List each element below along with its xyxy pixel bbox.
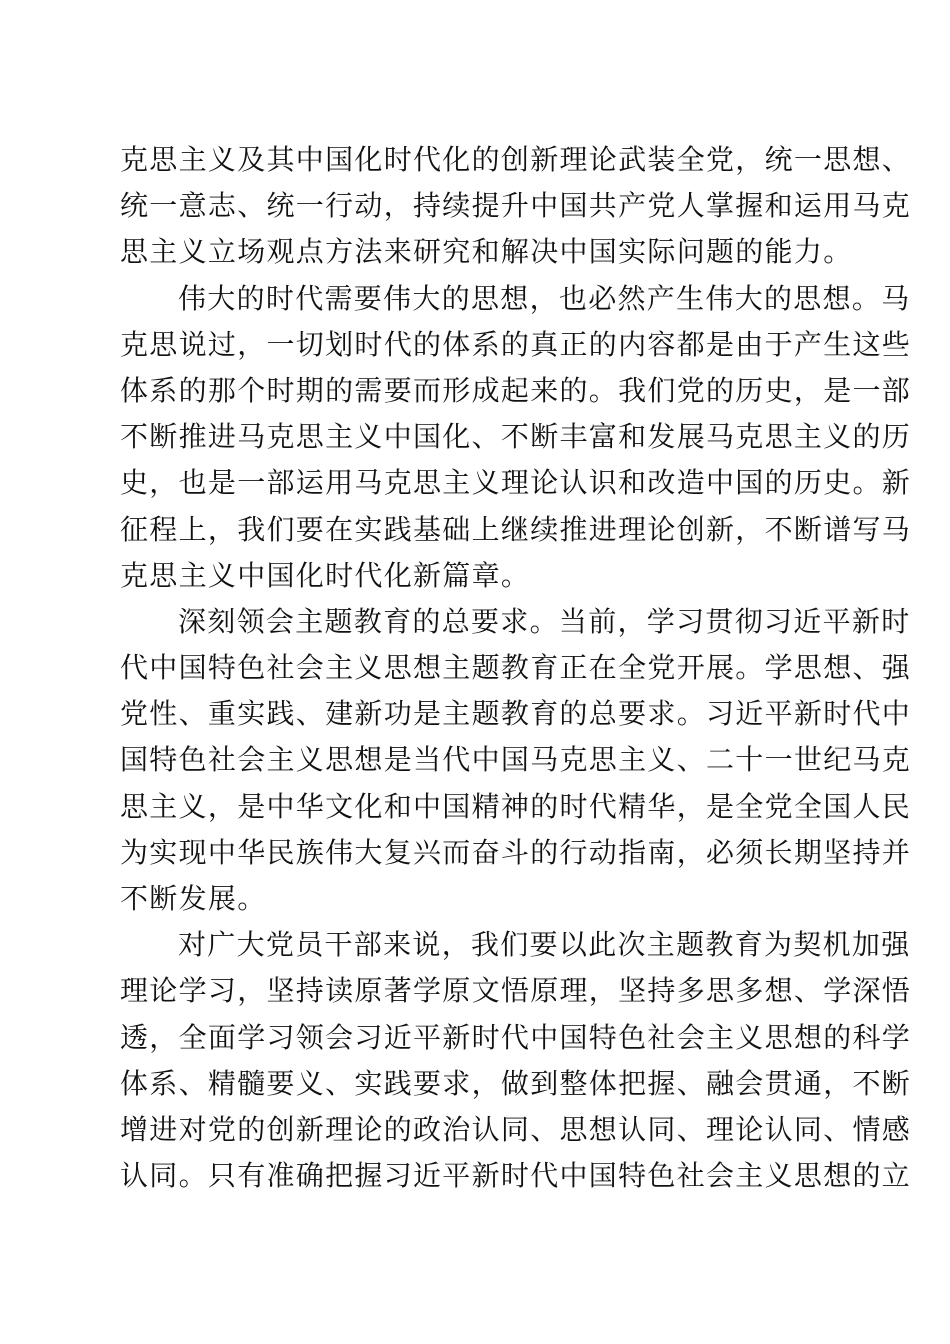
paragraph-first-line: 伟大的时代需要伟大的思想，也必然产生伟大的思想。马 [178, 281, 911, 315]
text-line: 思主义，是中华文化和中国精神的时代精华，是全党全国人民 [120, 789, 912, 823]
text-line: 克思主义中国化时代化新篇章。 [120, 558, 531, 592]
text-line: 不断发展。 [120, 882, 267, 915]
body-text [120, 137, 912, 1199]
text-line: 体系、精髓要义、实践要求，做到整体把握、融会贯通，不断 [120, 1066, 912, 1100]
text-line: 史，也是一部运用马克思主义理论认识和改造中国的历史。新 [120, 466, 912, 500]
text-line: 克思说过，一切划时代的体系的真正的内容都是由于产生这些 [120, 327, 912, 361]
text-line: 统一意志、统一行动，持续提升中国共产党人掌握和运用马克 [120, 189, 912, 223]
text-line: 增进对党的创新理论的政治认同、思想认同、理论认同、情感 [120, 1112, 912, 1146]
text-line: 为实现中华民族伟大复兴而奋斗的行动指南，必须长期坚持并 [120, 835, 912, 869]
text-line: 克思主义及其中国化时代化的创新理论武装全党，统一思想、 [120, 143, 912, 176]
text-line: 思主义立场观点方法来研究和解决中国实际问题的能力。 [120, 235, 853, 269]
text-line: 代中国特色社会主义思想主题教育正在全党开展。学思想、强 [120, 651, 912, 685]
text-line: 国特色社会主义思想是当代中国马克思主义、二十一世纪马克 [120, 743, 912, 777]
text-line: 认同。只有准确把握习近平新时代中国特色社会主义思想的立 [120, 1159, 912, 1193]
text-line: 体系的那个时期的需要而形成起来的。我们党的历史，是一部 [120, 373, 912, 407]
text-line: 理论学习，坚持读原著学原文悟原理，坚持多思多想、学深悟 [120, 974, 912, 1008]
paragraph-first-line: 对广大党员干部来说，我们要以此次主题教育为契机加强 [178, 928, 911, 962]
paragraph-first-line: 深刻领会主题教育的总要求。当前，学习贯彻习近平新时 [178, 604, 911, 638]
text-line: 党性、重实践、建新功是主题教育的总要求。习近平新时代中 [120, 697, 912, 731]
text-line: 不断推进马克思主义中国化、不断丰富和发展马克思主义的历 [120, 420, 912, 454]
text-line: 征程上，我们要在实践基础上继续推进理论创新，不断谱写马 [120, 512, 912, 546]
text-line: 透，全面学习领会习近平新时代中国特色社会主义思想的科学 [120, 1020, 912, 1054]
